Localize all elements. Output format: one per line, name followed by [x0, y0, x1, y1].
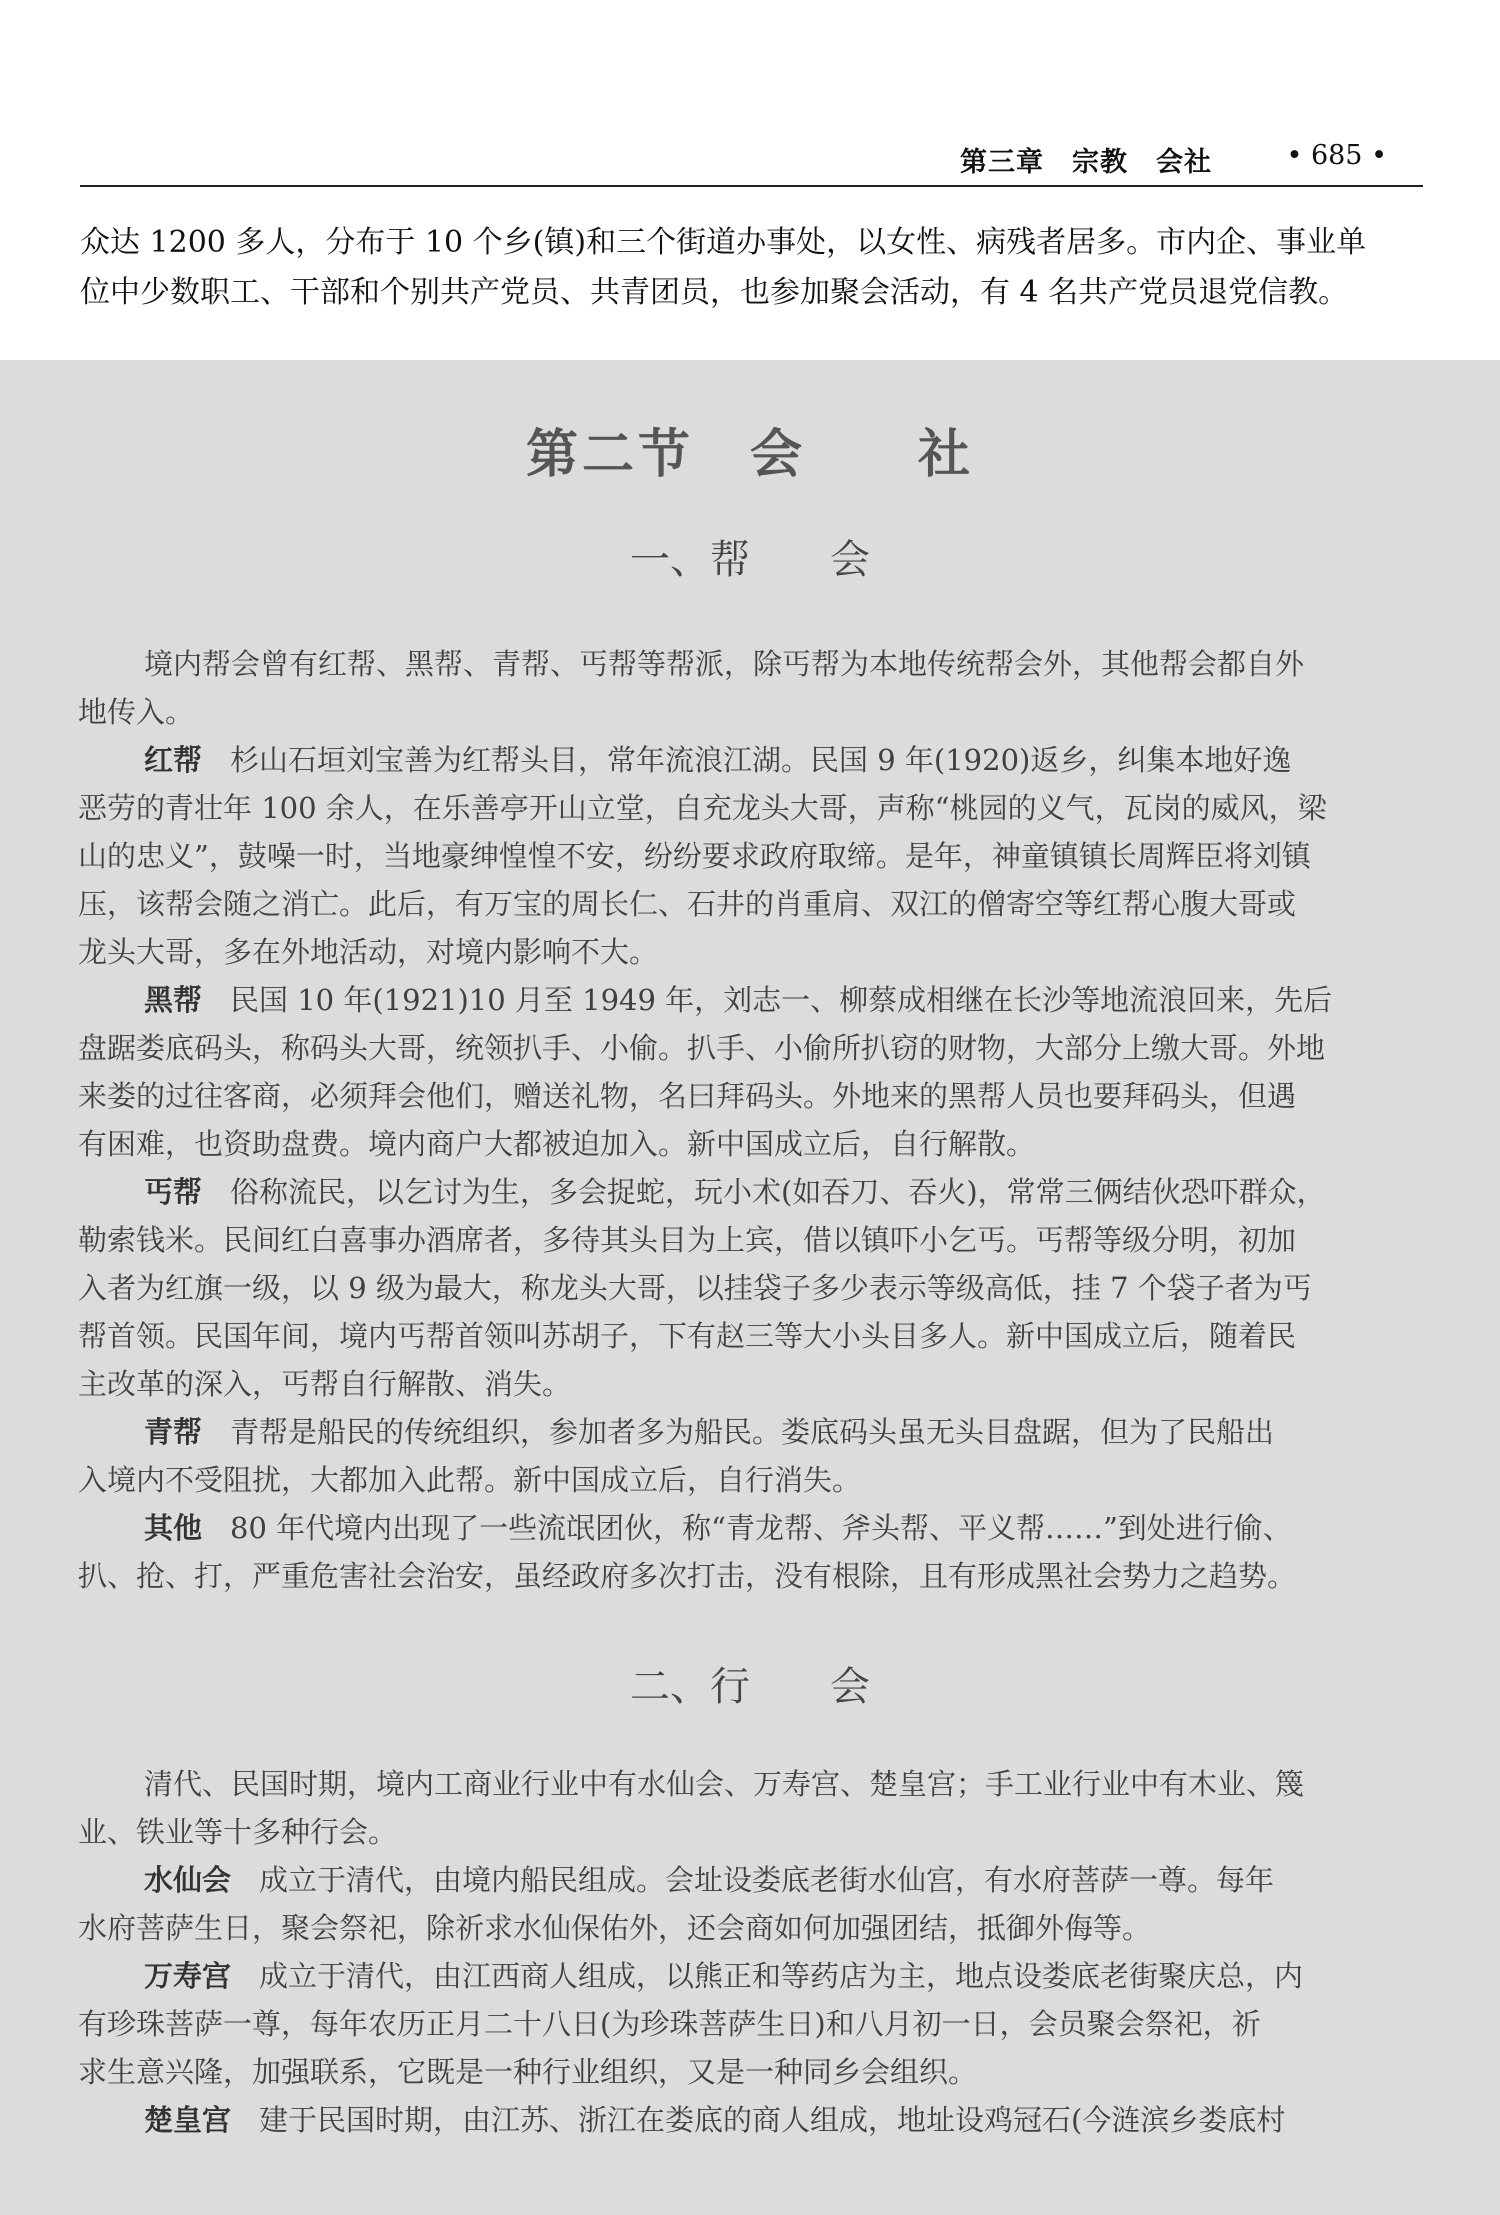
text-line: 位中少数职工、干部和个别共产党员、共青团员，也参加聚会活动，有 4 名共产党员退党信教。 [80, 275, 1349, 310]
text-line: 压，该帮会随之消亡。此后，有万宝的周长仁、石井的肖重肩、双江的僧寄空等红帮心腹大哥或 [78, 887, 1297, 921]
text-line: 水仙会 成立于清代，由境内船民组成。会址设娄底老街水仙宫，有水府菩萨一尊。每年 [144, 1863, 1275, 1897]
text-line: 境内帮会曾有红帮、黑帮、青帮、丐帮等帮派，除丐帮为本地传统帮会外，其他帮会都自外 [144, 647, 1305, 681]
keyword-chuhuang: 楚皇宫 [144, 2103, 232, 2137]
text-line: 入者为红旗一级，以 9 级为最大，称龙头大哥，以挂袋子多少表示等级高低，挂 7 个袋子者为丐 [78, 1271, 1312, 1305]
keyword-other-gang: 其他 [144, 1511, 203, 1545]
header-rule [80, 185, 1423, 187]
text-line: 有困难，也资助盘费。境内商户大都被迫加入。新中国成立后，自行解散。 [78, 1127, 1036, 1161]
hang-paragraphs [78, 1760, 1424, 2144]
text-line: 有珍珠菩萨一尊，每年农历正月二十八日(为珍珠菩萨生日)和八月初一日，会员聚会祭祀，祈 [78, 2007, 1261, 2041]
text-line: 帮首领。民国年间，境内丐帮首领叫苏胡子，下有赵三等大小头目多人。新中国成立后，随着民 [78, 1319, 1297, 1353]
text-line: 楚皇宫 建于民国时期，由江苏、浙江在娄底的商人组成，地址设鸡冠石(今涟滨乡娄底村 [144, 2103, 1286, 2137]
page-number: • 685 • [1286, 140, 1387, 171]
text-line: 求生意兴隆，加强联系，它既是一种行业组织，又是一种同乡会组织。 [78, 2055, 978, 2089]
text-line: 青帮 青帮是船民的传统组织，参加者多为船民。娄底码头虽无头目盘踞，但为了民船出 [144, 1415, 1275, 1449]
subsection-title-bang: 一、帮 会 [630, 537, 870, 583]
text-line: 山的忠义”，鼓噪一时，当地豪绅惶惶不安，纷纷要求政府取缔。是年，神童镇镇长周辉臣将刘镇 [78, 839, 1311, 873]
text-line: 红帮 杉山石垣刘宝善为红帮头目，常年流浪江湖。民国 9 年(1920)返乡，纠集本地好逸 [144, 743, 1292, 777]
text-line: 恶劳的青壮年 100 余人，在乐善亭开山立堂，自充龙头大哥，声称“桃园的义气，瓦岗的威风，梁 [78, 791, 1327, 825]
continued-paragraph [80, 218, 1423, 318]
text-line: 来娄的过往客商，必须拜会他们，赠送礼物，名曰拜码头。外地来的黑帮人员也要拜码头，但遇 [78, 1079, 1297, 1113]
text-line: 水府菩萨生日，聚会祭祀，除祈求水仙保佑外，还会商如何加强团结，抵御外侮等。 [78, 1911, 1152, 1945]
bang-paragraphs [78, 640, 1424, 1600]
text-line: 业、铁业等十多种行会。 [78, 1815, 398, 1849]
keyword-shuixian: 水仙会 [144, 1863, 232, 1897]
text-line: 众达 1200 多人，分布于 10 个乡(镇)和三个街道办事处，以女性、病残者居多。市内企、事业单 [80, 225, 1367, 260]
text-line: 其他 80 年代境内出现了一些流氓团伙，称“青龙帮、斧头帮、平义帮……”到处进行偷、 [144, 1511, 1292, 1545]
section-title: 第二节 会 社 [525, 424, 974, 485]
keyword-green-gang: 青帮 [144, 1415, 203, 1449]
keyword-black-gang: 黑帮 [144, 983, 203, 1017]
keyword-wanshou: 万寿宫 [144, 1959, 232, 1993]
text-line: 清代、民国时期，境内工商业行业中有水仙会、万寿宫、楚皇宫；手工业行业中有木业、篾 [144, 1767, 1305, 1801]
section-block [0, 360, 1500, 2215]
text-line: 地传入。 [78, 695, 195, 729]
text-line: 勒索钱米。民间红白喜事办酒席者，多待其头目为上宾，借以镇吓小乞丐。丐帮等级分明，初加 [78, 1223, 1297, 1257]
text-line: 丐帮 俗称流民，以乞讨为生，多会捉蛇，玩小术(如吞刀、吞火)，常常三俩结伙恐吓群众， [144, 1175, 1326, 1209]
text-line: 盘踞娄底码头，称码头大哥，统领扒手、小偷。扒手、小偷所扒窃的财物，大部分上缴大哥。外地 [78, 1031, 1326, 1065]
text-line: 龙头大哥，多在外地活动，对境内影响不大。 [78, 935, 659, 969]
text-line: 万寿宫 成立于清代，由江西商人组成，以熊正和等药店为主，地点设娄底老街聚庆总，内 [144, 1959, 1304, 1993]
text-line: 扒、抢、打，严重危害社会治安，虽经政府多次打击，没有根除，且有形成黑社会势力之趋势。 [78, 1559, 1297, 1593]
running-header [80, 132, 1423, 182]
keyword-beggar-gang: 丐帮 [144, 1175, 203, 1209]
text-line: 主改革的深入，丐帮自行解散、消失。 [78, 1367, 572, 1401]
chapter-title: 第三章 宗教 会社 [960, 147, 1212, 178]
keyword-red-gang: 红帮 [144, 743, 203, 777]
subsection-title-hang: 二、行 会 [630, 1664, 870, 1710]
text-line: 黑帮 民国 10 年(1921)10 月至 1949 年，刘志一、柳蔡成相继在长沙等地流浪回来，先后 [144, 983, 1333, 1017]
text-line: 入境内不受阻扰，大都加入此帮。新中国成立后，自行消失。 [78, 1463, 862, 1497]
